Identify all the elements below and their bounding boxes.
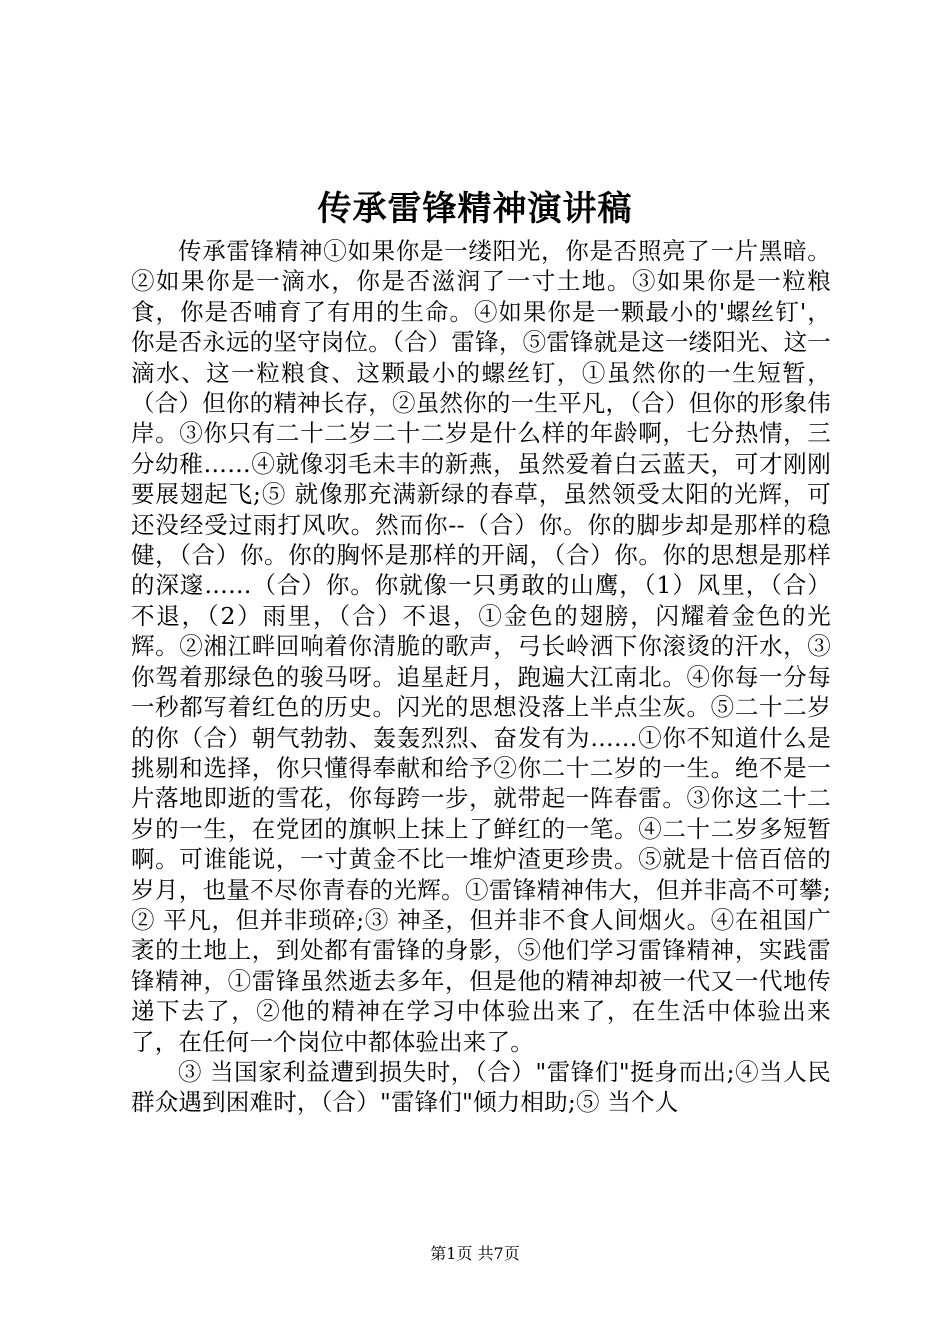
- body-paragraph-1: 传承雷锋精神①如果你是一缕阳光，你是否照亮了一片黑暗。②如果你是一滴水，你是否滋润了一寸土地。③如果你是一粒粮食，你是否哺育了有用的生命。④如果你是一颗最小的'螺丝钉'，你是否永远的坚守岗位。（合）雷锋，⑤雷锋就是这一缕阳光、这一滴水、这一粒粮食、这颗最小的螺丝钉，①虽然你的一生短暂，（合）但你的精神长存，②虽然你的一生平凡，（合）但你的形象伟岸。③你只有二十二岁二十二岁是什么样的年龄啊，七分热情，三分幼稚……④就像羽毛未丰的新燕，虽然爱着白云蓝天，可才刚刚要展翅起飞;⑤ 就像那充满新绿的春草，虽然领受太阳的光辉，可还没经受过雨打风吹。然而你--（合）你。你的脚步却是那样的稳健，（合）你。你的胸怀是那样的开阔，（合）你。你的思想是那样的深邃……（合）你。你就像一只勇敢的山鹰，（1）风里，（合）不退，（2）雨里，（合）不退，①金色的翅膀，闪耀着金色的光辉。②湘江畔回响着你清脆的歌声，弓长岭洒下你滚烫的汗水，③你驾着那绿色的骏马呀。追星赶月，跑遍大江南北。④你每一分每一秒都写着红色的历史。闪光的思想没落上半点尘灰。⑤二十二岁的你（合）朝气勃勃、轰轰烈烈、奋发有为……①你不知道什么是挑剔和选择，你只懂得奉献和给予②你二十二岁的一生。绝不是一片落地即逝的雪花，你每跨一步，就带起一阵春雷。③你这二十二岁的一生，在党团的旗帜上抹上了鲜红的一笔。④二十二岁多短暂啊。可谁能说，一寸黄金不比一堆炉渣更珍贵。⑤就是十倍百倍的岁月，也量不尽你青春的光辉。①雷锋精神伟大，但并非高不可攀;② 平凡，但并非琐碎;③ 神圣，但并非不食人间烟火。④在祖国广袤的土地上，到处都有雷锋的身影，⑤他们学习雷锋精神，实践雷锋精神，①雷锋虽然逝去多年，但是他的精神却被一代又一代地传递下去了，②他的精神在学习中体验出来了，在生活中体验出来了，在任何一个岗位中都体验出来了。: [131, 237, 831, 1056]
- body-paragraph-2: ③ 当国家利益遭到损失时，（合）"雷锋们"挺身而出;④当人民群众遇到困难时，（合）"雷锋们"倾力相助;⑤ 当个人: [131, 1057, 831, 1117]
- document-body: [131, 236, 831, 1118]
- document-title: 传承雷锋精神演讲稿: [317, 189, 633, 229]
- page-number-footer: 第1页 共7页: [430, 1244, 520, 1263]
